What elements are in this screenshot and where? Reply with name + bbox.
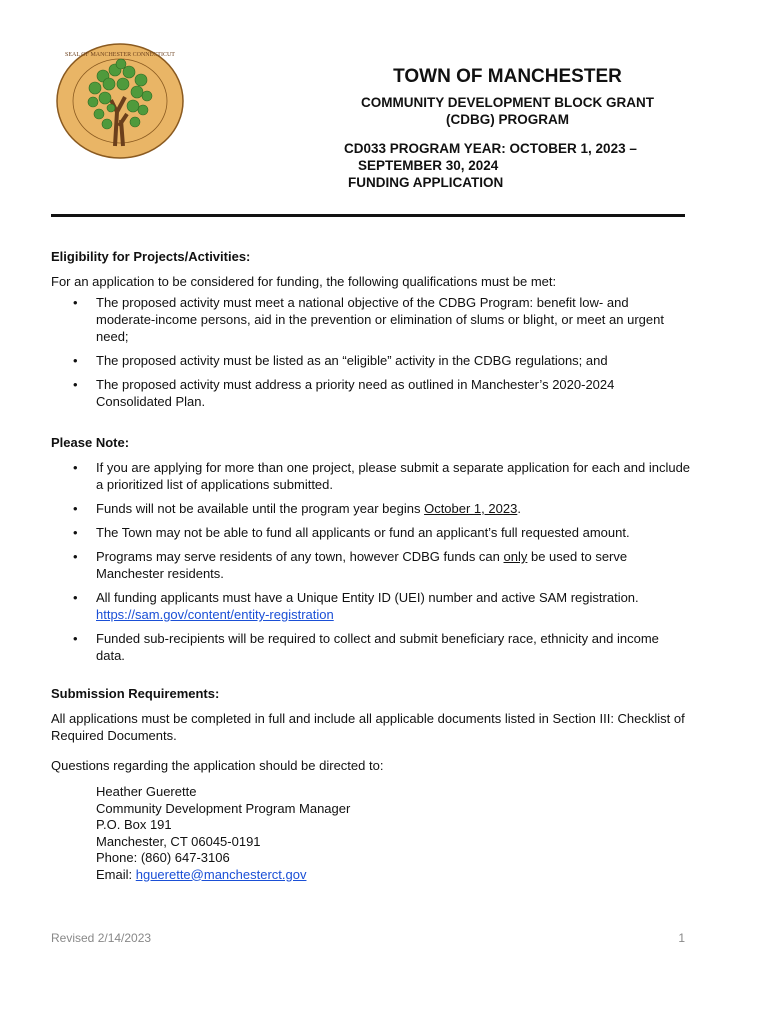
header-divider bbox=[51, 214, 685, 217]
program-year-line-1: CD033 PROGRAM YEAR: OCTOBER 1, 2023 – bbox=[344, 141, 637, 156]
list-item: • The proposed activity must be listed as an “eligible” activity in the CDBG regulations; and bbox=[96, 352, 691, 369]
eligibility-heading: Eligibility for Projects/Activities: bbox=[51, 249, 251, 264]
note-heading: Please Note: bbox=[51, 435, 130, 450]
contact-city: Manchester, CT 06045-0191 bbox=[96, 833, 261, 849]
list-item: • Programs may serve residents of any town, however CDBG funds can only be used to serve Manchester residents. bbox=[96, 548, 691, 582]
funding-application-title: FUNDING APPLICATION bbox=[348, 175, 504, 190]
title-block bbox=[330, 66, 685, 191]
list-item: • The Town may not be able to fund all applicants or fund an applicant’s full requested amount. bbox=[96, 524, 691, 541]
list-item: • The proposed activity must meet a national objective of the CDBG Program: benefit low- and moderate-income persons, aid in the prevention or elimination of slums or blight, or meet an urgent need; bbox=[96, 294, 691, 345]
document-body bbox=[51, 248, 691, 883]
program-year bbox=[330, 140, 685, 191]
list-item: • Funded sub-recipients will be required to collect and submit beneficiary race, ethnicity and income data. bbox=[96, 630, 691, 664]
emphasis-only: only bbox=[503, 549, 528, 564]
page-number: 1 bbox=[678, 931, 685, 945]
program-line-2: (CDBG) PROGRAM bbox=[446, 112, 569, 127]
page-footer bbox=[51, 931, 685, 945]
contact-name: Heather Guerette bbox=[96, 784, 197, 799]
note-list bbox=[51, 459, 691, 664]
contact-email-row: Email: hguerette@manchesterct.gov bbox=[96, 866, 307, 882]
submission-heading: Submission Requirements: bbox=[51, 686, 220, 701]
program-year-line-2: SEPTEMBER 30, 2024 bbox=[358, 158, 499, 173]
contact-title: Community Development Program Manager bbox=[96, 800, 351, 816]
svg-text:SEAL OF MANCHESTER CONNECTICUT: SEAL OF MANCHESTER CONNECTICUT bbox=[65, 52, 175, 58]
sam-registration-link[interactable]: https://sam.gov/content/entity-registration bbox=[96, 607, 334, 622]
questions-text: Questions regarding the application should be directed to: bbox=[51, 758, 384, 773]
list-item: • All funding applicants must have a Unique Entity ID (UEI) number and active SAM registration. https://sam.gov/content/entity-registration bbox=[96, 589, 691, 623]
eligibility-intro: For an application to be considered for funding, the following qualifications must be met: bbox=[51, 274, 557, 289]
submission-text: All applications must be completed in full and include all applicable documents listed in Section III: Checklist of Required Documents. bbox=[51, 711, 685, 743]
town-name: TOWN OF MANCHESTER bbox=[393, 66, 622, 87]
revised-date: Revised 2/14/2023 bbox=[51, 931, 152, 945]
eligibility-list bbox=[51, 294, 691, 410]
contact-po-box: P.O. Box 191 bbox=[96, 817, 172, 832]
list-item: • If you are applying for more than one project, please submit a separate application for each and include a prioritized list of applications submitted. bbox=[96, 459, 691, 493]
list-item: • The proposed activity must address a priority need as outlined in Manchester’s 2020-2024 Consolidated Plan. bbox=[96, 376, 691, 410]
contact-block bbox=[51, 784, 691, 883]
program-start-date: October 1, 2023 bbox=[424, 501, 518, 516]
town-seal-logo bbox=[55, 42, 185, 160]
contact-phone: Phone: (860) 647-3106 bbox=[96, 850, 230, 865]
program-line-1: COMMUNITY DEVELOPMENT BLOCK GRANT bbox=[361, 95, 654, 110]
contact-email-link[interactable]: hguerette@manchesterct.gov bbox=[135, 866, 307, 882]
list-item: • Funds will not be available until the program year begins October 1, 2023. bbox=[96, 500, 691, 517]
